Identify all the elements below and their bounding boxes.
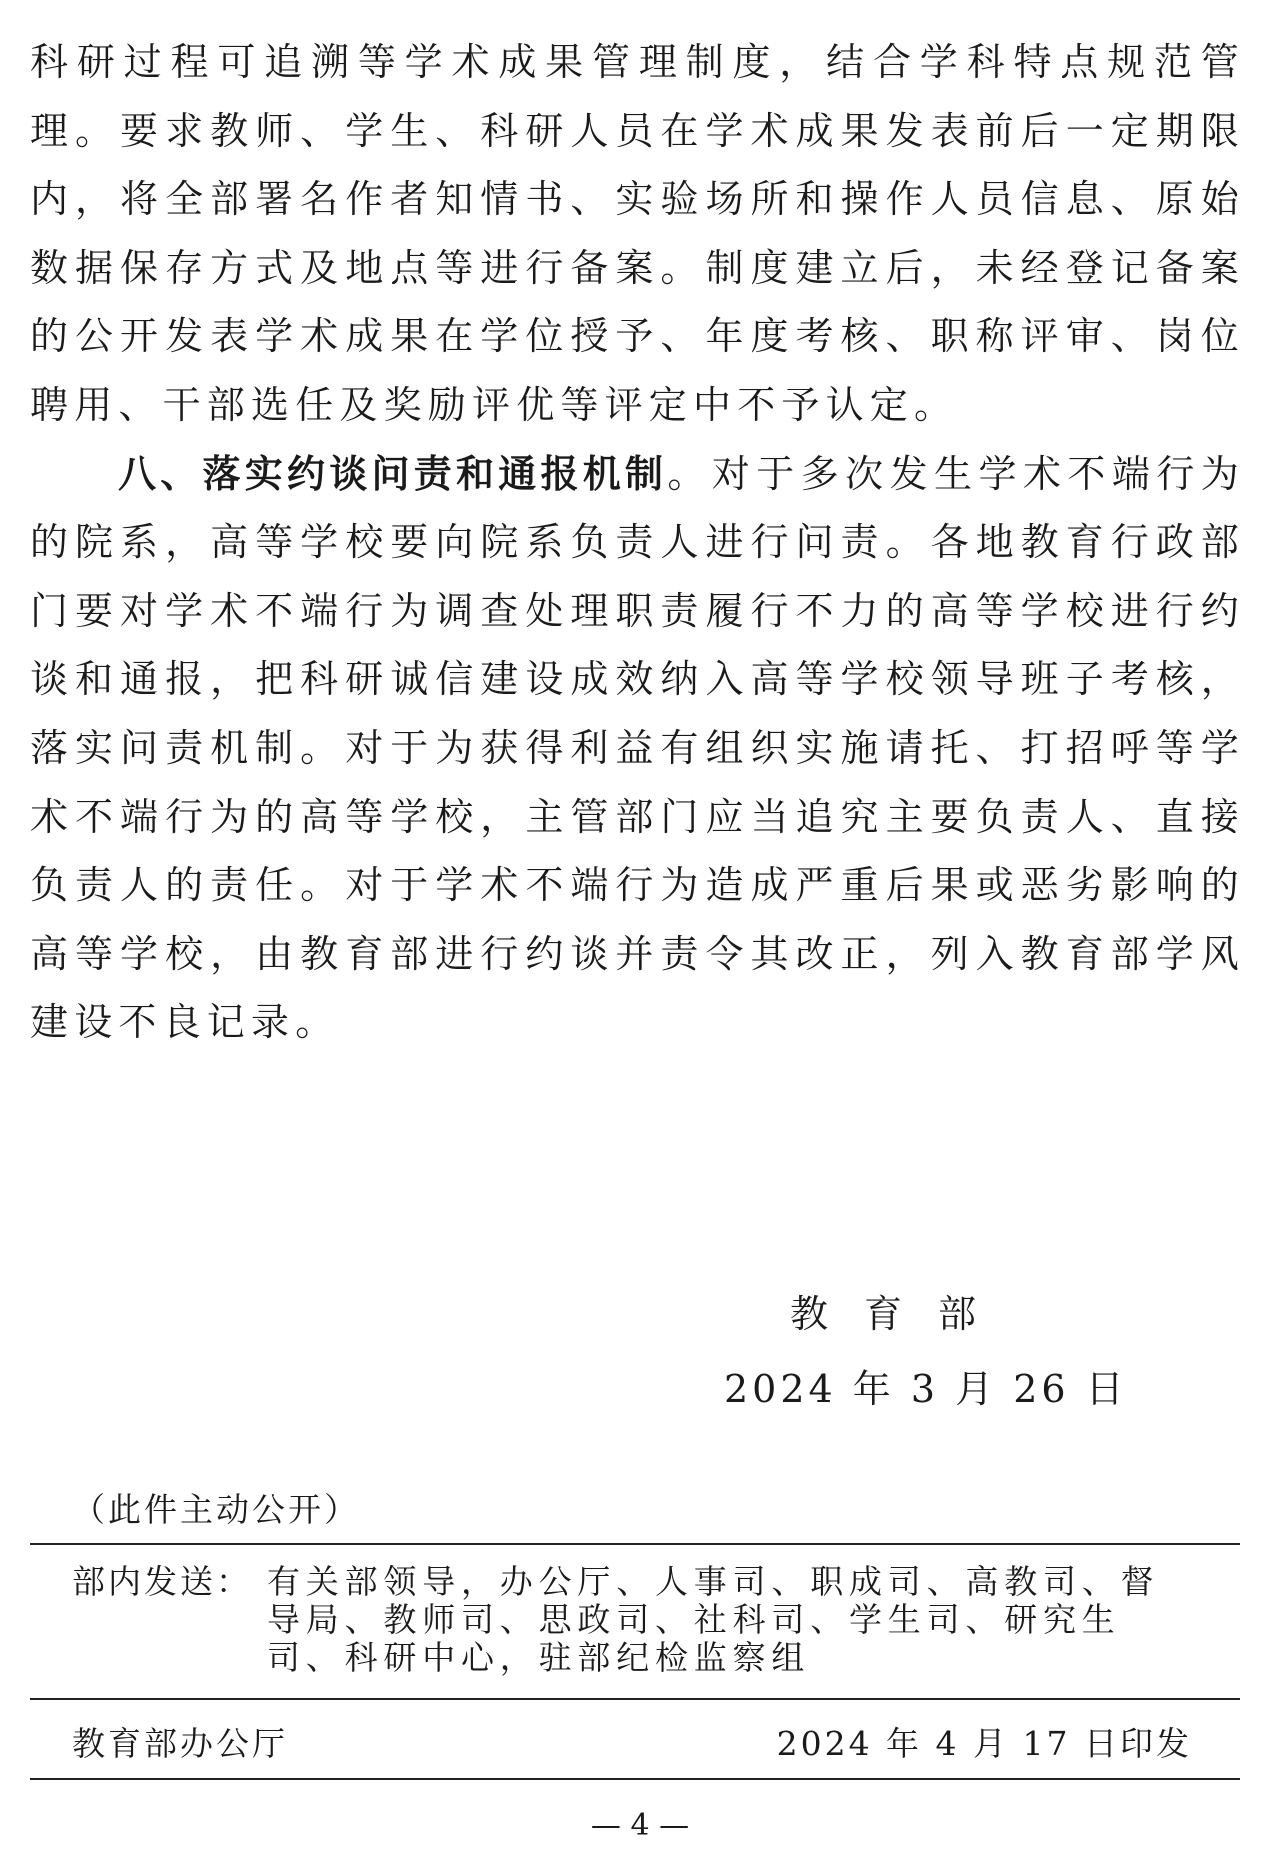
page-number: — 4 —: [590, 1808, 690, 1843]
distribution-label: 部内发送：: [72, 1562, 252, 1601]
distribution-recipients: 有关部领导，办公厅、人事司、职成司、高教司、督导局、教师司、思政司、社科司、学生司、研究生司、科研中心，驻部纪检监察组: [267, 1562, 1160, 1677]
divider-top: [30, 1543, 1240, 1545]
signature-date: 2024 年 3 月 26 日: [724, 1367, 1128, 1411]
public-disclosure-note: （此件主动公开）: [72, 1490, 360, 1529]
section-8-text: 。对于多次发生学术不端行为的院系，高等学校要向院系负责人进行问责。各地教育行政部门要对学术不端行为调查处理职责履行不力的高等学校进行约谈和通报，把科研诚信建设成效纳入高等学校领导班子考核，落实问责机制。对于为获得利益有组织实施请托、打招呼等学术不端行为的高等学校，主管部门应当追究主要负责人、直接负责人的责任。对于学术不端行为造成严重后果或恶劣影响的高等学校，由教育部进行约谈并责令其改正，列入教育部学风建设不良记录。: [30, 451, 1245, 1045]
print-date: 2024 年 4 月 17 日印发: [776, 1724, 1192, 1763]
divider-middle: [30, 1698, 1240, 1700]
paragraph-section-8: [30, 440, 1245, 1057]
paragraph-records-management: 科研过程可追溯等学术成果管理制度，结合学科特点规范管理。要求教师、学生、科研人员在学术成果发表前后一定期限内，将全部署名作者知情书、实验场所和操作人员信息、原始数据保存方式及地点等进行备案。制度建立后，未经登记备案的公开发表学术成果在学位授予、年度考核、职称评审、岗位聘用、干部选任及奖励评优等评定中不予认定。: [30, 40, 1245, 427]
document-body: [30, 28, 1245, 1057]
issuing-office: 教育部办公厅: [72, 1724, 288, 1763]
divider-bottom: [30, 1778, 1240, 1780]
section-8-heading: 八、落实约谈问责和通报机制: [118, 451, 668, 496]
issuer-signature: 教育部: [790, 1292, 1013, 1336]
